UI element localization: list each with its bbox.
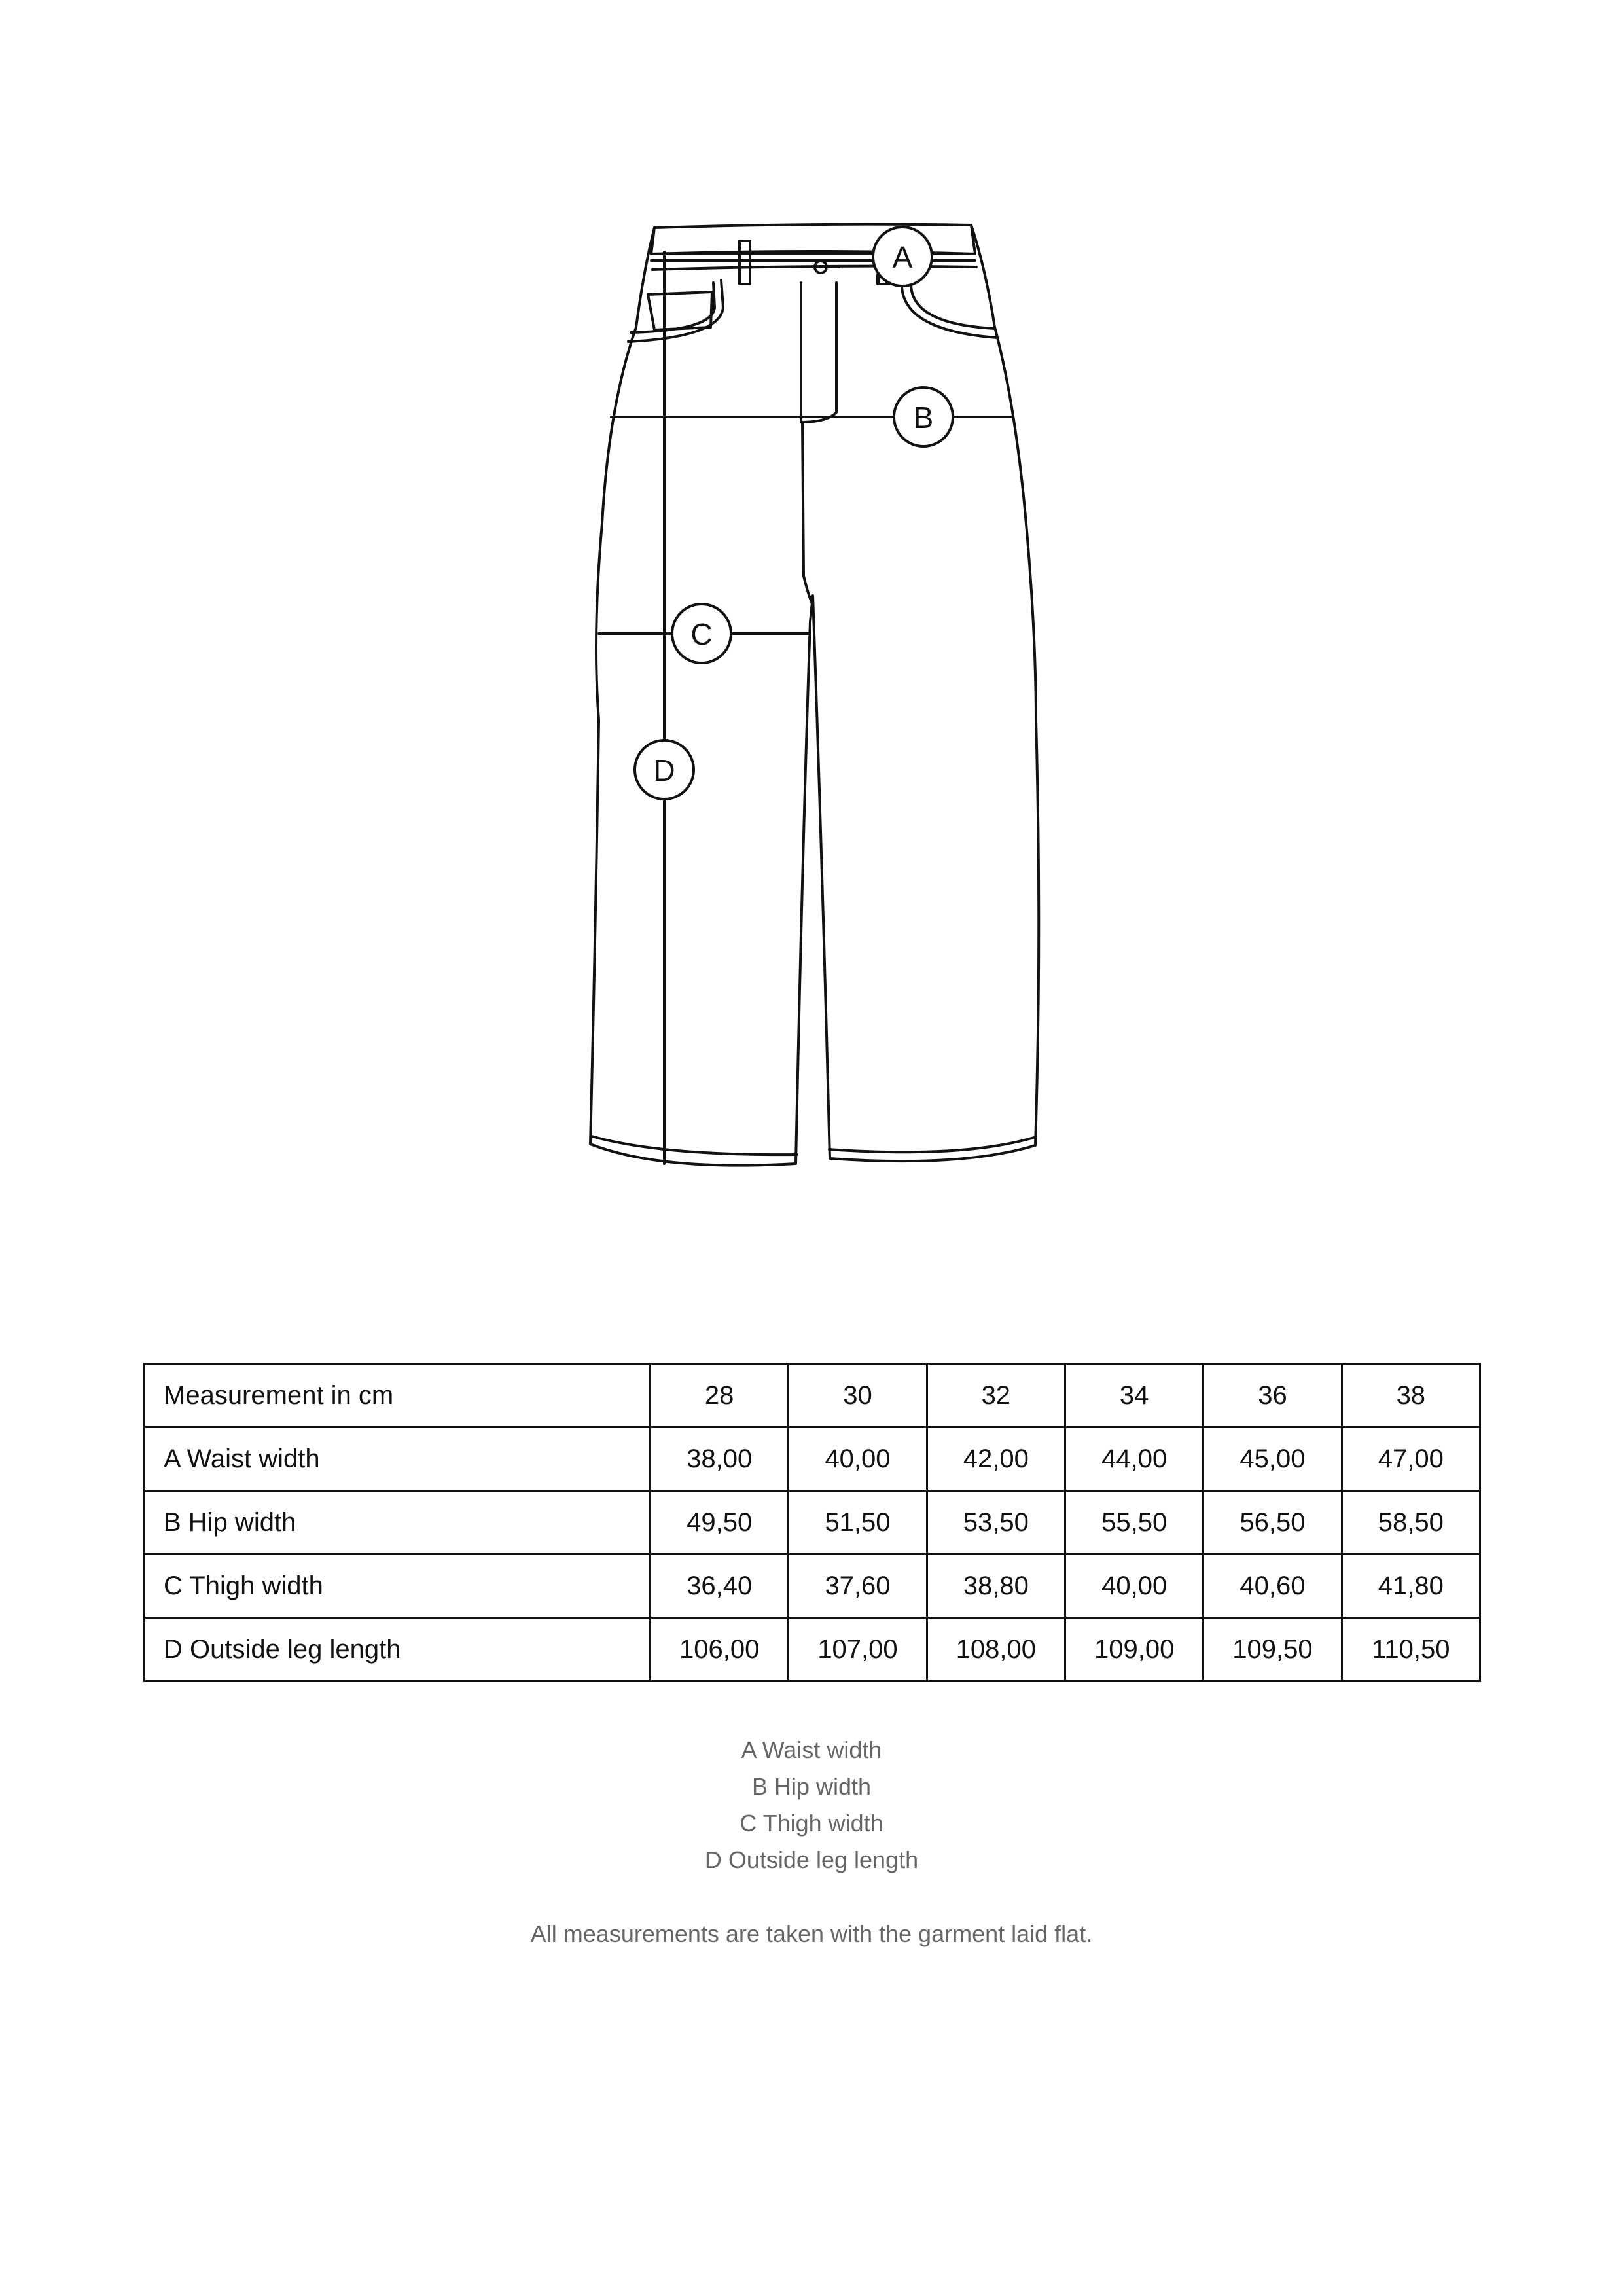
table-cell: 108,00 xyxy=(927,1618,1065,1681)
table-cell: 56,50 xyxy=(1204,1491,1342,1554)
badge-d xyxy=(635,740,694,799)
legend-item: A Waist width xyxy=(741,1736,882,1763)
badge-a-label: A xyxy=(892,240,913,274)
size-header: 36 xyxy=(1204,1364,1342,1427)
table-cell: 36,40 xyxy=(651,1554,789,1618)
table-cell: 40,60 xyxy=(1204,1554,1342,1618)
table-row xyxy=(145,1491,1480,1554)
size-chart-table xyxy=(143,1363,1481,1682)
size-header: 32 xyxy=(927,1364,1065,1427)
table-cell: 49,50 xyxy=(651,1491,789,1554)
header-label: Measurement in cm xyxy=(145,1364,651,1427)
pants-outline xyxy=(590,224,1039,1166)
table-cell: 44,00 xyxy=(1065,1427,1203,1491)
badge-d-label: D xyxy=(653,753,675,787)
badge-c xyxy=(672,604,731,663)
measurement-guides xyxy=(599,252,1011,1164)
table-row xyxy=(145,1427,1480,1491)
table-cell: 55,50 xyxy=(1065,1491,1203,1554)
table-cell: 109,50 xyxy=(1204,1618,1342,1681)
table-cell: 106,00 xyxy=(651,1618,789,1681)
table-cell: 38,00 xyxy=(651,1427,789,1491)
table-cell: 40,00 xyxy=(1065,1554,1203,1618)
row-label: A Waist width xyxy=(145,1427,651,1491)
measurement-legend xyxy=(0,1732,1623,1878)
table-cell: 58,50 xyxy=(1342,1491,1480,1554)
table-cell: 45,00 xyxy=(1204,1427,1342,1491)
row-label: D Outside leg length xyxy=(145,1618,651,1681)
measurement-note: All measurements are taken with the garment laid flat. xyxy=(530,1920,1093,1947)
table-cell: 41,80 xyxy=(1342,1554,1480,1618)
table-cell: 42,00 xyxy=(927,1427,1065,1491)
table-cell: 109,00 xyxy=(1065,1618,1203,1681)
badge-a xyxy=(873,227,932,286)
size-header: 38 xyxy=(1342,1364,1480,1427)
table-cell: 107,00 xyxy=(789,1618,927,1681)
size-header: 34 xyxy=(1065,1364,1203,1427)
row-label: C Thigh width xyxy=(145,1554,651,1618)
table-cell: 110,50 xyxy=(1342,1618,1480,1681)
table-header-row xyxy=(145,1364,1480,1427)
table-cell: 51,50 xyxy=(789,1491,927,1554)
badge-c-label: C xyxy=(690,617,713,651)
table-row xyxy=(145,1618,1480,1681)
size-header: 28 xyxy=(651,1364,789,1427)
table-cell: 40,00 xyxy=(789,1427,927,1491)
table-cell: 53,50 xyxy=(927,1491,1065,1554)
table-cell: 37,60 xyxy=(789,1554,927,1618)
size-header: 30 xyxy=(789,1364,927,1427)
legend-item: C Thigh width xyxy=(740,1810,883,1837)
table-row xyxy=(145,1554,1480,1618)
badge-b xyxy=(894,387,953,446)
legend-item: D Outside leg length xyxy=(704,1846,919,1873)
legend-item: B Hip width xyxy=(751,1773,872,1800)
badge-b-label: B xyxy=(913,401,934,435)
table-cell: 38,80 xyxy=(927,1554,1065,1618)
row-label: B Hip width xyxy=(145,1491,651,1554)
table-cell: 47,00 xyxy=(1342,1427,1480,1491)
